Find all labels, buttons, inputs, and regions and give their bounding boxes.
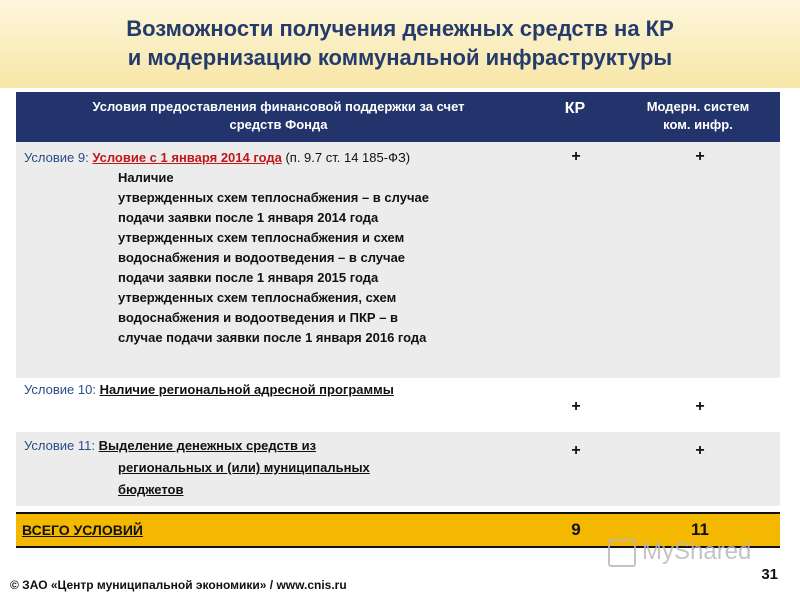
condition-line: подачи заявки после 1 января 2015 года xyxy=(118,270,379,285)
condition-label: Условие 9: xyxy=(24,150,89,165)
header-modern-line-2: ком. инфр. xyxy=(663,117,733,132)
condition-line: случае подачи заявки после 1 января 2016 года xyxy=(118,330,427,345)
condition-line: утвержденных схем теплоснабжения – в случае xyxy=(118,190,429,205)
condition-label: Условие 10: xyxy=(24,382,96,397)
total-label: ВСЕГО УСЛОВИЙ xyxy=(22,522,143,538)
condition-reference: (п. 9.7 ст. 14 185-ФЗ) xyxy=(285,150,411,165)
header-modern xyxy=(616,98,780,134)
table-header xyxy=(16,92,780,142)
cart-icon xyxy=(608,539,636,567)
condition-line: водоснабжения и водоотведения и ПКР – в xyxy=(118,310,399,325)
kr-mark: + xyxy=(571,442,581,459)
header-conditions-line-2: средств Фонда xyxy=(229,117,328,132)
condition-line: утвержденных схем теплоснабжения, схем xyxy=(118,290,397,305)
kr-mark: + xyxy=(571,398,581,415)
modern-mark: + xyxy=(695,398,705,415)
header-conditions xyxy=(16,98,541,134)
header-modern-line-1: Модерн. систем xyxy=(646,99,750,114)
header-kr: КР xyxy=(564,100,586,117)
footer-copyright: © ЗАО «Центр муниципальной экономики» / www.cnis.ru xyxy=(10,578,347,592)
table-row xyxy=(16,432,780,506)
modern-mark: + xyxy=(695,148,705,165)
condition-line: утвержденных схем теплоснабжения и схем xyxy=(118,230,405,245)
condition-text-line-2: региональных и (или) муниципальных xyxy=(118,460,370,475)
page-number: 31 xyxy=(761,566,778,583)
total-kr: 9 xyxy=(571,520,581,539)
total-modern: 11 xyxy=(691,520,709,539)
table-row xyxy=(16,378,780,432)
modern-mark: + xyxy=(695,442,705,459)
condition-highlight: Условие с 1 января 2014 года xyxy=(92,150,282,165)
condition-11-text xyxy=(24,436,534,500)
condition-10-text xyxy=(24,380,534,400)
watermark xyxy=(608,538,751,567)
condition-label: Условие 11: xyxy=(24,438,95,453)
condition-line: подачи заявки после 1 января 2014 года xyxy=(118,210,379,225)
condition-text-line-1: Выделение денежных средств из xyxy=(98,438,317,453)
kr-mark: + xyxy=(571,148,581,165)
slide-title xyxy=(0,14,800,72)
condition-line: водоснабжения и водоотведения – в случае xyxy=(118,250,406,265)
title-line-1: Возможности получения денежных средств на КР xyxy=(126,16,674,41)
condition-line: Наличие xyxy=(118,170,174,185)
header-conditions-line-1: Условия предоставления финансовой поддержки за счет xyxy=(92,99,465,114)
watermark-text: MyShared xyxy=(642,538,752,565)
table-row xyxy=(16,142,780,378)
title-line-2: и модернизацию коммунальной инфраструктуры xyxy=(127,45,673,70)
slide-header xyxy=(0,0,800,88)
condition-text: Наличие региональной адресной программы xyxy=(99,382,394,397)
condition-9-text xyxy=(24,148,534,348)
condition-text-line-3: бюджетов xyxy=(118,482,184,497)
